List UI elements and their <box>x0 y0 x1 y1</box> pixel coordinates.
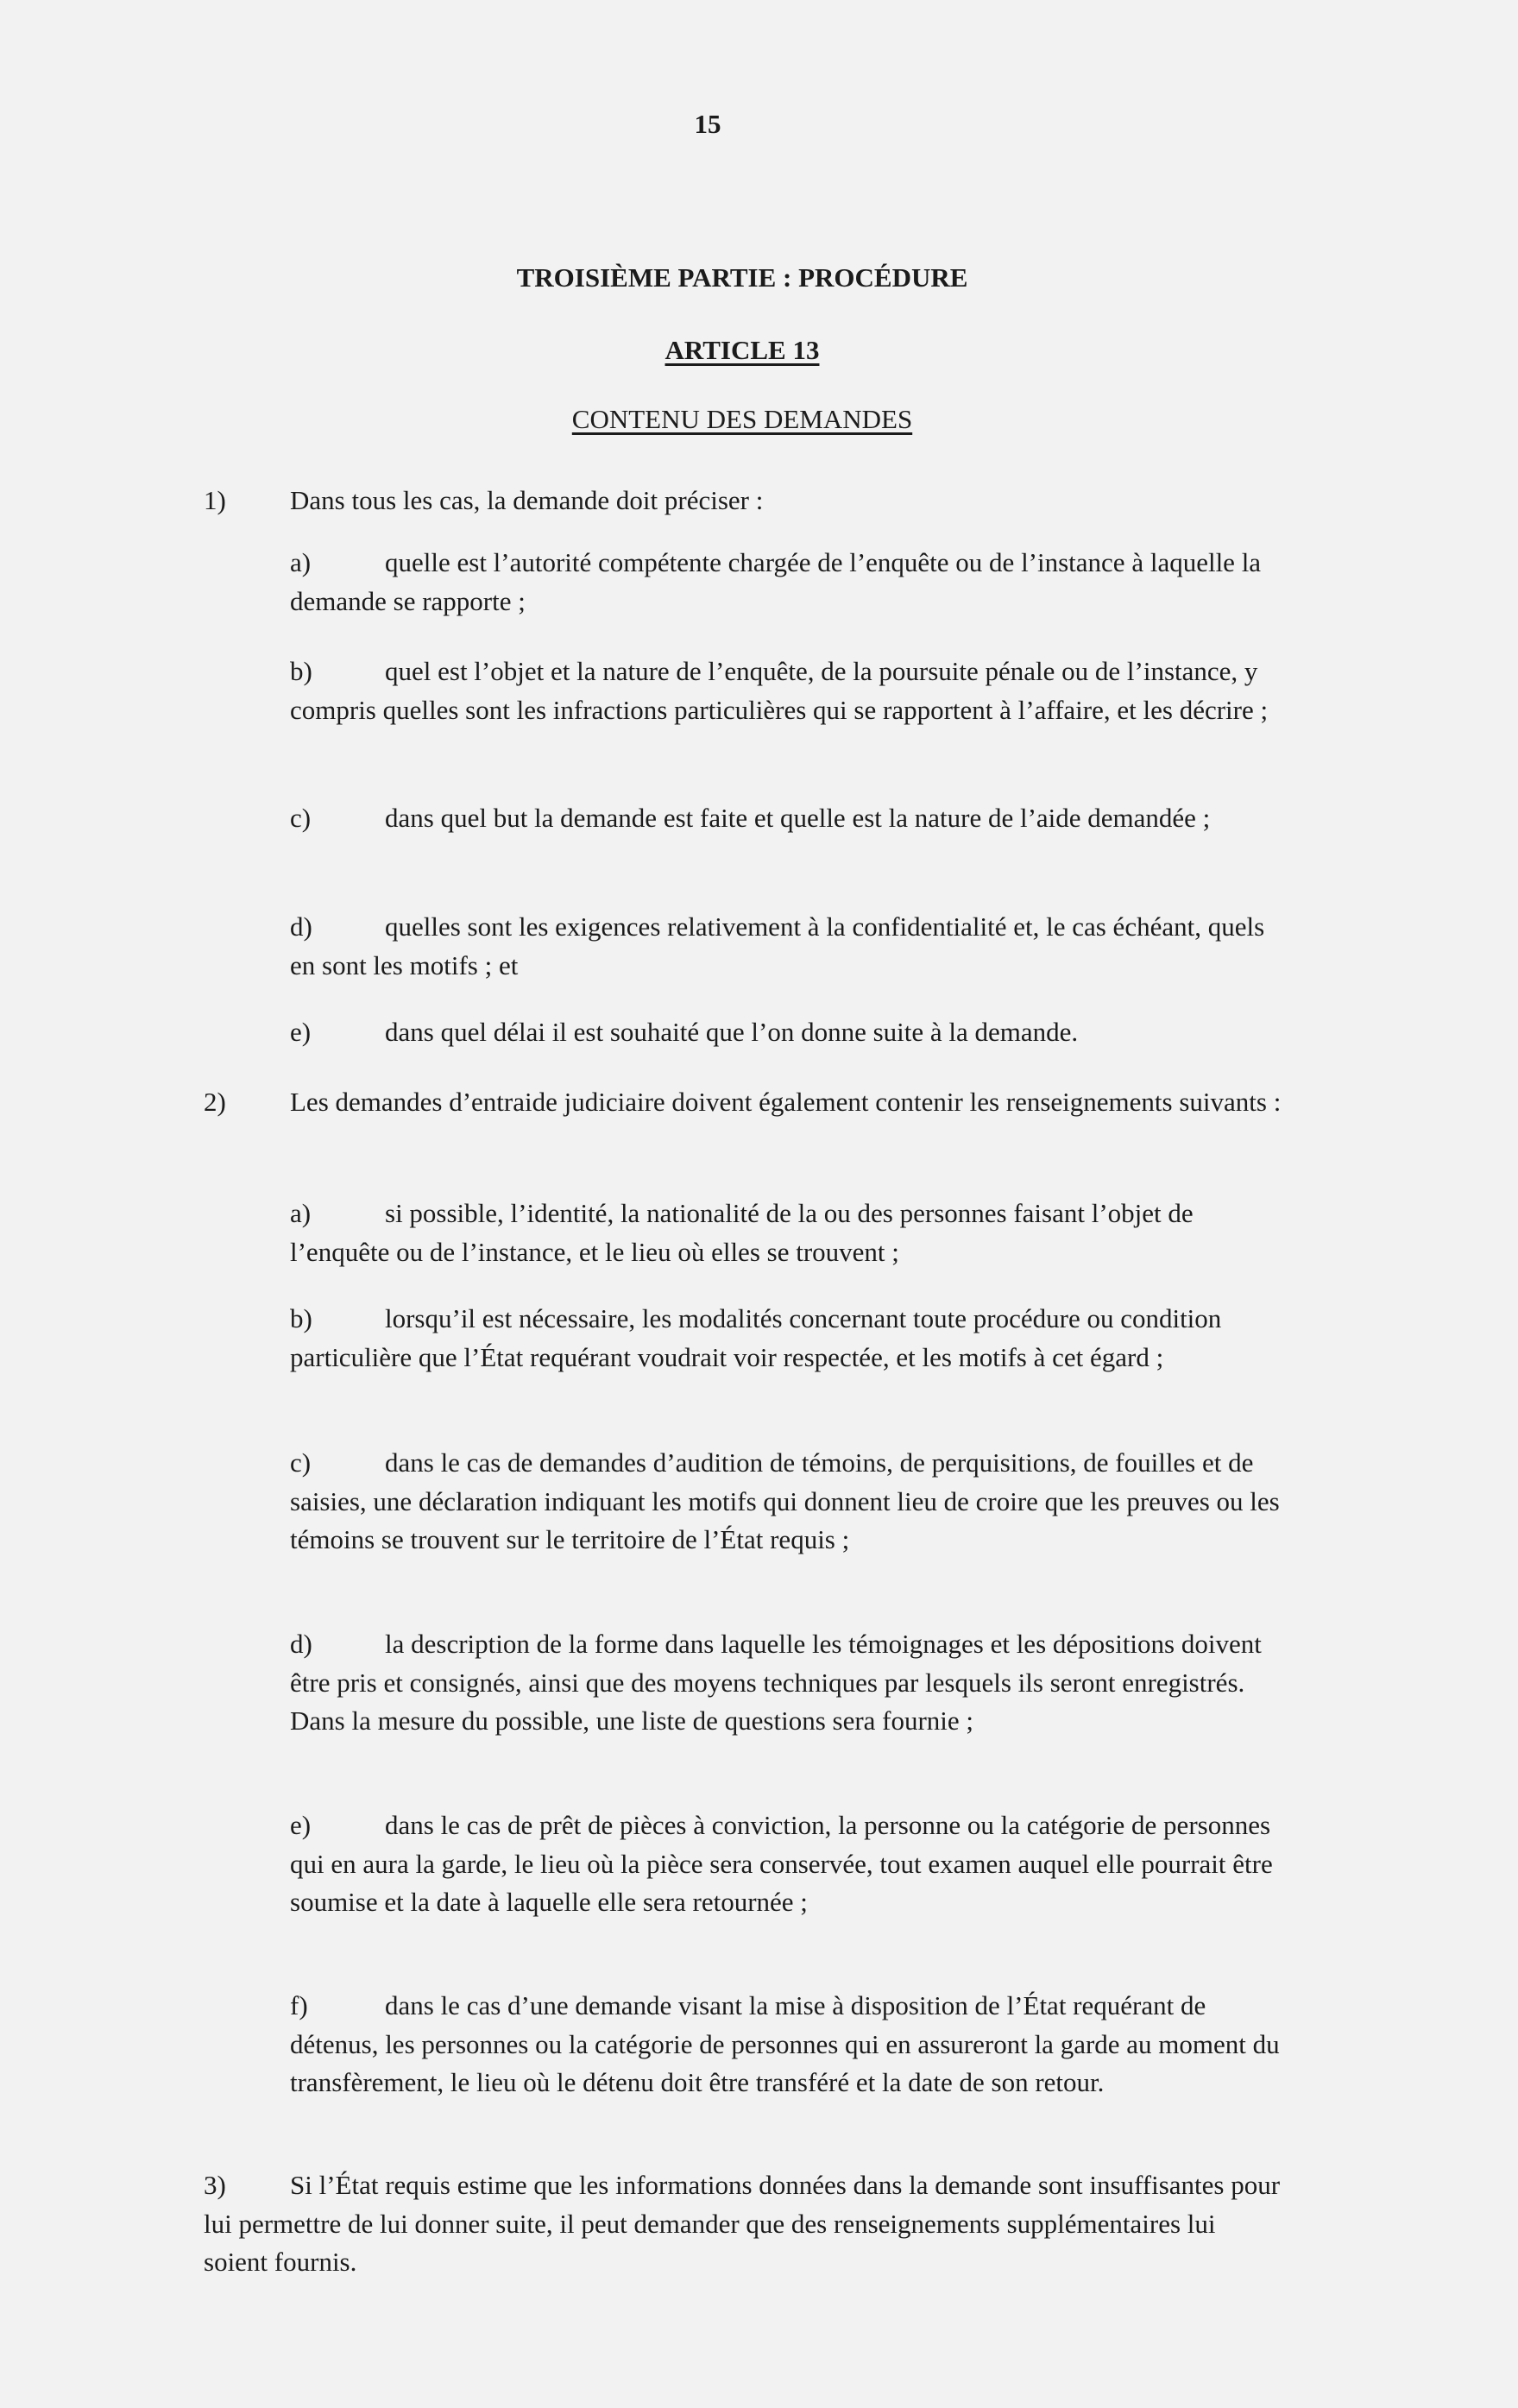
paragraph-number: 1) <box>204 485 226 515</box>
section-title: CONTENU DES DEMANDES <box>571 404 913 434</box>
paragraph-number: e) <box>290 1017 312 1047</box>
subparagraph-1a <box>290 544 1282 621</box>
paragraph-text: quelles sont les exigences relativement à la confidentialité et, le cas échéant, quels en sont les motifs ; et <box>290 911 1265 980</box>
subparagraph-2a <box>290 1195 1282 1271</box>
paragraph-text: dans le cas de demandes d’audition de témoins, de perquisitions, de fouilles et de saisies, une déclaration indiquant les motifs qui donnent lieu de croire que les preuves ou les témoins se trouvent sur le territoire de l’État requis ; <box>290 1447 1280 1554</box>
paragraph-number: c) <box>290 1447 312 1478</box>
subparagraph-2e <box>290 1806 1282 1922</box>
paragraph-number: 2) <box>204 1087 226 1117</box>
paragraph-number: a) <box>290 547 312 577</box>
paragraph-text: dans quel délai il est souhaité que l’on donne suite à la demande. <box>385 1017 1079 1047</box>
paragraph-text: Si l’État requis estime que les informations données dans la demande sont insuffisantes pour lui permettre de lui donner suite, il peut demander que des renseignements supplémentaires lui soient fournis. <box>204 2170 1281 2277</box>
paragraph-1 <box>204 482 1282 520</box>
paragraph-text: lorsqu’il est nécessaire, les modalités concernant toute procédure ou condition particulière que l’État requérant voudrait voir respectée, et les motifs à cet égard ; <box>290 1303 1222 1372</box>
paragraph-text: quelle est l’autorité compétente chargée de l’enquête ou de l’instance à laquelle la demande se rapporte ; <box>290 547 1262 616</box>
paragraph-number: f) <box>290 1990 308 2020</box>
paragraph-number: a) <box>290 1198 312 1228</box>
paragraph-text: dans le cas d’une demande visant la mise à disposition de l’État requérant de détenus, les personnes ou la catégorie de personnes qui en assureront la garde au moment du transfèrement, le lieu où le détenu doit être transféré et la date de son retour. <box>290 1990 1280 2097</box>
paragraph-text: dans quel but la demande est faite et quelle est la nature de l’aide demandée ; <box>385 803 1211 833</box>
paragraph-number: d) <box>290 1629 312 1659</box>
subparagraph-2b <box>290 1300 1282 1377</box>
paragraph-number: b) <box>290 656 312 686</box>
subparagraph-1d <box>290 908 1282 985</box>
article-heading: ARTICLE 13 <box>665 335 820 365</box>
paragraph-2 <box>204 1083 1282 1122</box>
page-number: 15 <box>694 109 721 139</box>
subparagraph-1e <box>290 1013 1282 1052</box>
paragraph-number: d) <box>290 911 312 942</box>
subparagraph-2d <box>290 1625 1282 1741</box>
paragraph-text: Les demandes d’entraide judiciaire doivent également contenir les renseignements suivants : <box>290 1087 1282 1117</box>
paragraph-number: e) <box>290 1810 312 1840</box>
paragraph-3 <box>204 2166 1282 2282</box>
paragraph-text: Dans tous les cas, la demande doit préciser : <box>290 485 764 515</box>
paragraph-text: si possible, l’identité, la nationalité de la ou des personnes faisant l’objet de l’enquête ou de l’instance, et le lieu où elles se trouvent ; <box>290 1198 1194 1267</box>
paragraph-text: la description de la forme dans laquelle les témoignages et les dépositions doivent être pris et consignés, ainsi que des moyens techniques par lesquels ils seront enregistrés. Dans la mesure du possible, une liste de questions sera fournie ; <box>290 1629 1262 1736</box>
paragraph-number: b) <box>290 1303 312 1333</box>
subparagraph-2c <box>290 1444 1282 1560</box>
subparagraph-1b <box>290 652 1282 729</box>
subparagraph-1c <box>290 799 1282 838</box>
paragraph-text: dans le cas de prêt de pièces à conviction, la personne ou la catégorie de personnes qui en aura la garde, le lieu où la pièce sera conservée, tout examen auquel elle pourrait être soumise et la date à laquelle elle sera retournée ; <box>290 1810 1273 1917</box>
part-heading: TROISIÈME PARTIE : PROCÉDURE <box>516 262 968 293</box>
paragraph-number: c) <box>290 803 312 833</box>
paragraph-text: quel est l’objet et la nature de l’enquête, de la poursuite pénale ou de l’instance, y compris quelles sont les infractions particulières qui se rapportent à l’affaire, et les décrire ; <box>290 656 1269 725</box>
subparagraph-2f <box>290 1987 1282 2102</box>
paragraph-number: 3) <box>204 2170 226 2200</box>
